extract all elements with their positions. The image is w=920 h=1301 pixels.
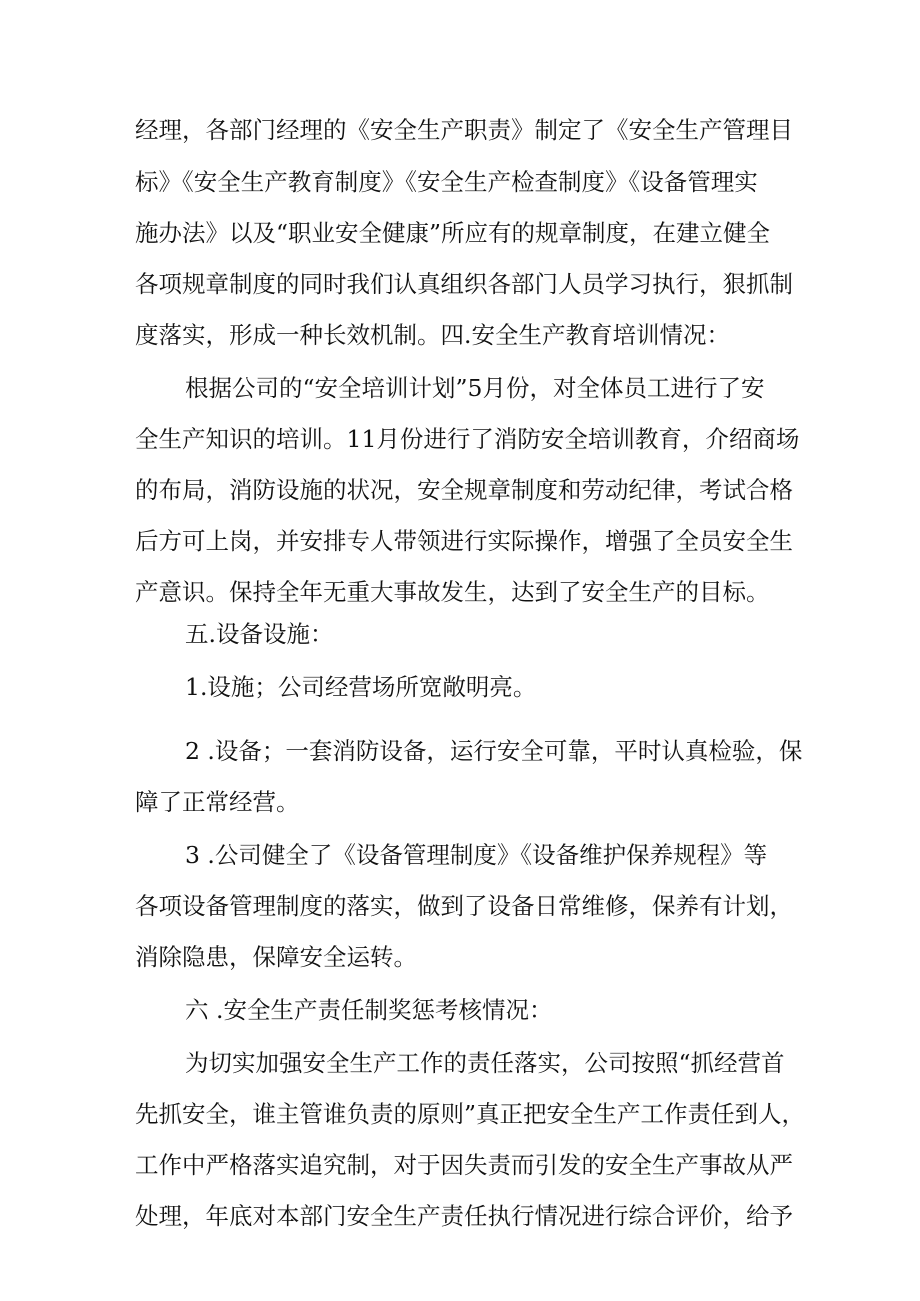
text-line-3: 施办法》以及“职业安全健康”所应有的规章制度，在建立健全	[135, 219, 771, 247]
text-line-5: 度落实，形成一种长效机制。四.安全生产教育培训情况：	[135, 321, 730, 349]
text-line-6: 根据公司的“安全培训计划”5月份，对全体员工进行了安	[185, 374, 765, 402]
list-item-2-cont: 障了正常经营。	[135, 788, 300, 816]
list-item-2: 2 .设备；一套消防设备，运行安全可靠，平时认真检验，保	[185, 737, 803, 765]
list-item-3: 3 .公司健全了《设备管理制度》《设备维护保养规程》等	[185, 841, 768, 869]
text-line-20: 先抓安全，谁主管谁负责的原则”真正把安全生产工作责任到人，	[135, 1100, 806, 1128]
text-line-19: 为切实加强安全生产工作的责任落实，公司按照“抓经营首	[185, 1049, 785, 1077]
text-line-22: 处理，年底对本部门安全生产责任执行情况进行综合评价，给予	[135, 1202, 793, 1230]
section-heading-five: 五.设备设施：	[185, 620, 334, 648]
list-item-1: 1.设施；公司经营场所宽敞明亮。	[185, 673, 537, 701]
text-line-4: 各项规章制度的同时我们认真组织各部门人员学习执行，狠抓制	[135, 270, 793, 298]
text-line-9: 后方可上岗，并安排专人带领进行实际操作，增强了全员安全生	[135, 527, 793, 555]
text-line-7: 全生产知识的培训。11月份进行了消防安全培训教育，介绍商场	[135, 425, 800, 453]
list-item-3-cont-1: 各项设备管理制度的落实，做到了设备日常维修，保养有计划，	[135, 892, 793, 920]
section-heading-six: 六 .安全生产责任制奖惩考核情况：	[185, 996, 553, 1024]
text-line-8: 的布局，消防设施的状况，安全规章制度和劳动纪律，考试合格	[135, 476, 793, 504]
text-line-10: 产意识。保持全年无重大事故发生，达到了安全生产的目标。	[135, 578, 770, 606]
list-item-3-cont-2: 消除隐患，保障安全运转。	[135, 943, 417, 971]
text-line-1: 经理，各部门经理的《安全生产职责》制定了《安全生产管理目	[135, 116, 793, 144]
text-line-2: 标》《安全生产教育制度》《安全生产检查制度》《设备管理实	[135, 168, 758, 196]
text-line-21: 工作中严格落实追究制，对于因失责而引发的安全生产事故从严	[135, 1151, 793, 1179]
